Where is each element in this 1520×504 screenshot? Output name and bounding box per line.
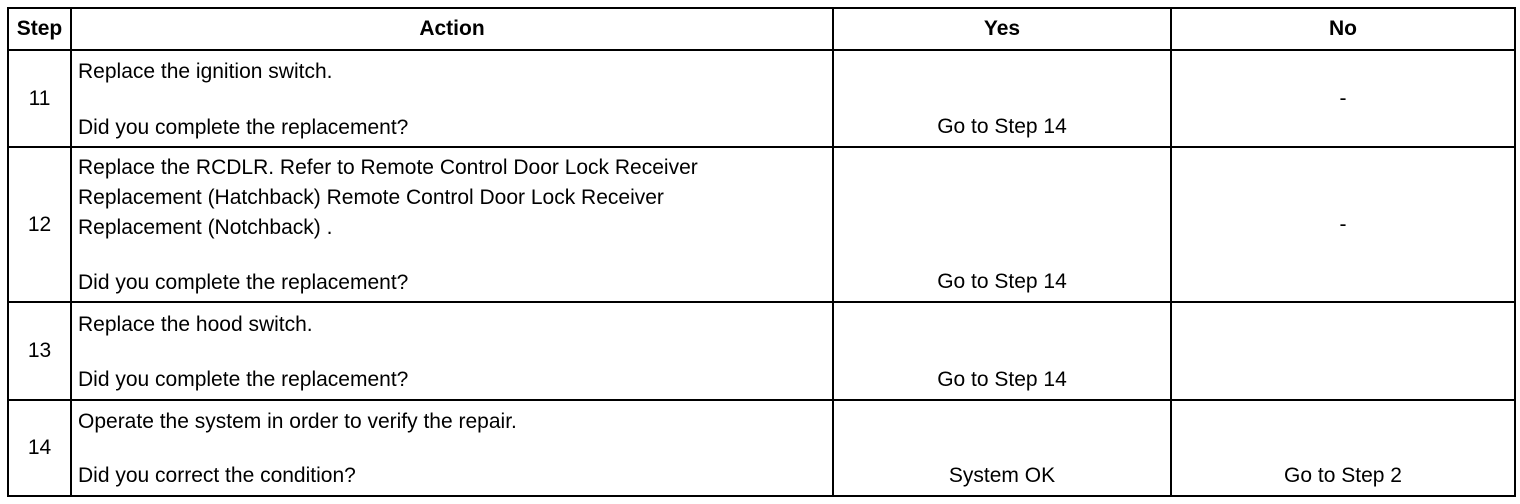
action-question: Did you correct the condition? (78, 464, 356, 487)
no-cell (1171, 400, 1515, 496)
yes-result: Go to Step 14 (937, 368, 1067, 391)
action-cell (71, 302, 833, 400)
no-cell (1171, 147, 1515, 302)
action-cell (71, 50, 833, 147)
yes-result: System OK (948, 464, 1056, 487)
action-text: Operate the system in order to verify the repair. (78, 410, 517, 433)
table-row-step-14 (8, 400, 1515, 496)
step-number: 12 (8, 147, 71, 302)
yes-cell (833, 147, 1171, 302)
action-text: Replacement (Notchback) . (78, 216, 333, 239)
action-text: Replace the hood switch. (78, 313, 313, 336)
no-result: - (1339, 212, 1347, 236)
step-number: 11 (8, 50, 71, 147)
no-result: Go to Step 2 (1284, 464, 1402, 487)
header-row (8, 8, 1515, 50)
no-result: - (1339, 86, 1347, 110)
header-no: No (1171, 8, 1515, 50)
action-question: Did you complete the replacement? (78, 271, 409, 294)
step-number: 13 (8, 302, 71, 400)
yes-result: Go to Step 14 (937, 270, 1067, 293)
header-action: Action (71, 8, 833, 50)
no-cell (1171, 50, 1515, 147)
action-text: Replacement (Hatchback) Remote Control Door Lock Receiver (78, 186, 664, 209)
table-row-step-11 (8, 50, 1515, 147)
no-result (1172, 395, 1514, 399)
action-question: Did you complete the replacement? (78, 116, 409, 139)
diagnostic-table (7, 7, 1516, 497)
action-cell (71, 400, 833, 496)
header-step: Step (8, 8, 71, 50)
yes-result: Go to Step 14 (937, 115, 1067, 138)
yes-cell (833, 400, 1171, 496)
table-row-step-13 (8, 302, 1515, 400)
action-text: Replace the RCDLR. Refer to Remote Control Door Lock Receiver (78, 156, 698, 179)
no-cell (1171, 302, 1515, 400)
header-yes: Yes (833, 8, 1171, 50)
yes-cell (833, 302, 1171, 400)
step-number: 14 (8, 400, 71, 496)
yes-cell (833, 50, 1171, 147)
action-cell (71, 147, 833, 302)
action-text: Replace the ignition switch. (78, 60, 333, 83)
action-question: Did you complete the replacement? (78, 368, 409, 391)
table-row-step-12 (8, 147, 1515, 302)
